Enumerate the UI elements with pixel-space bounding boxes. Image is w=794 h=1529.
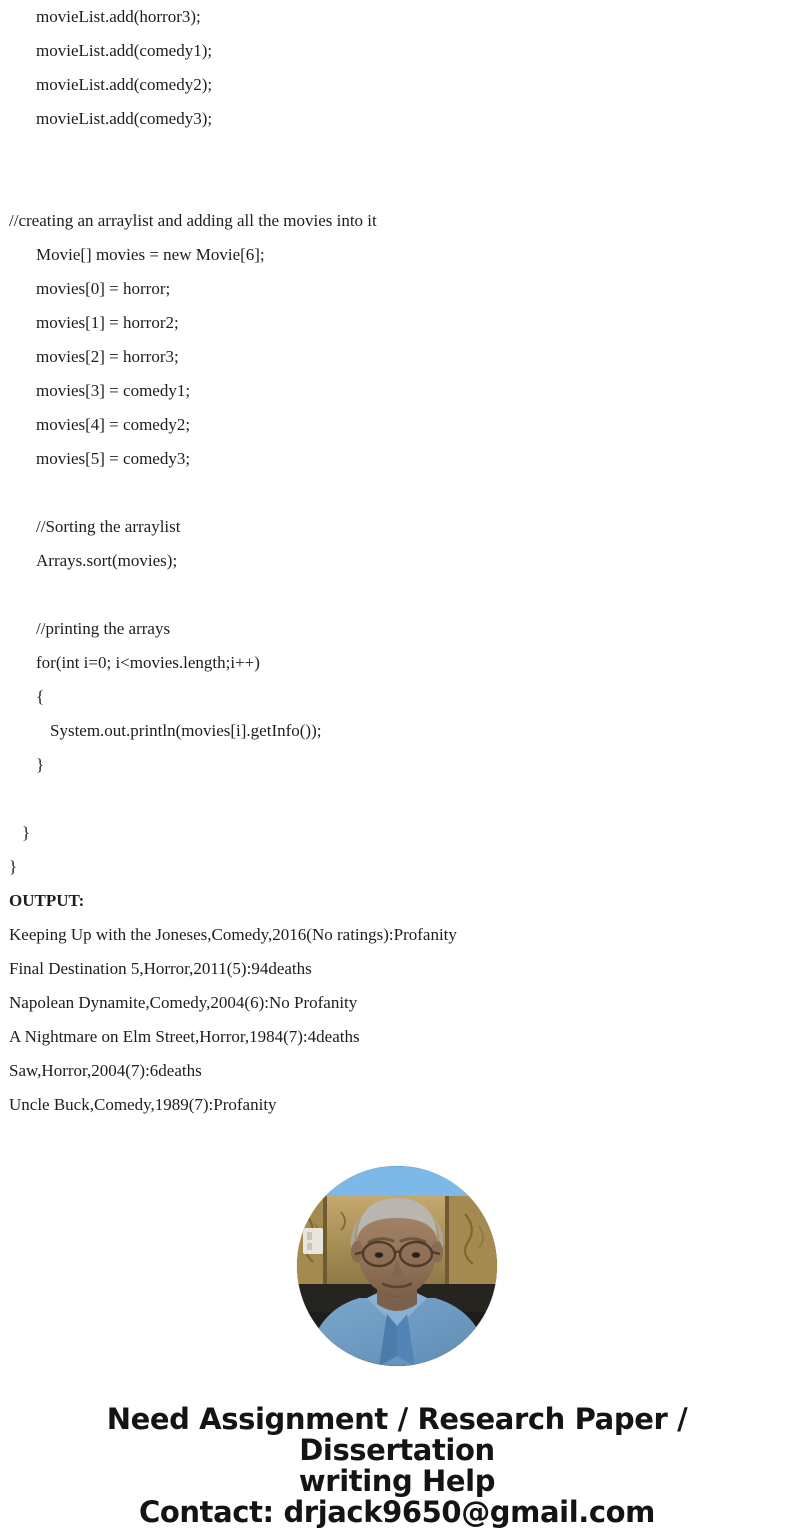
code-line: movieList.add(comedy3); (36, 109, 213, 128)
code-line: movieList.add(comedy2); (36, 75, 213, 94)
code-blank-line (0, 136, 794, 170)
code-blank-line (0, 170, 794, 204)
promo-footer (0, 1404, 794, 1528)
output-line: Keeping Up with the Joneses,Comedy,2016(No ratings):Profanity (9, 925, 457, 944)
avatar-container (0, 1166, 794, 1366)
code-line: { (36, 687, 45, 706)
code-line: movies[0] = horror; (36, 279, 171, 298)
code-line: movies[2] = horror3; (36, 347, 179, 366)
code-line: movieList.add(comedy1); (36, 41, 213, 60)
output-line: Napolean Dynamite,Comedy,2004(6):No Profanity (9, 993, 358, 1012)
code-blank-line (0, 578, 794, 612)
code-line: movies[3] = comedy1; (36, 381, 191, 400)
code-line: } (22, 823, 31, 842)
promo-line-3: Contact: drjack9650@gmail.com (139, 1495, 655, 1529)
promo-line-1: Need Assignment / Research Paper / Dissertation (106, 1402, 688, 1467)
code-blank-line (0, 782, 794, 816)
code-line: System.out.println(movies[i].getInfo()); (50, 721, 322, 740)
output-line: Final Destination 5,Horror,2011(5):94deaths (9, 959, 312, 978)
code-line: //creating an arraylist and adding all the movies into it (9, 211, 377, 230)
avatar (297, 1166, 497, 1366)
code-line: //printing the arrays (36, 619, 171, 638)
code-line: movies[5] = comedy3; (36, 449, 191, 468)
code-line: movies[4] = comedy2; (36, 415, 191, 434)
code-line: for(int i=0; i<movies.length;i++) (36, 653, 260, 672)
output-listing (0, 918, 794, 1122)
code-blank-line (0, 476, 794, 510)
code-line: movies[1] = horror2; (36, 313, 179, 332)
output-line: Saw,Horror,2004(7):6deaths (9, 1061, 202, 1080)
code-line: } (36, 755, 45, 774)
output-heading: OUTPUT: (9, 891, 85, 910)
code-line: //Sorting the arraylist (36, 517, 181, 536)
output-line: Uncle Buck,Comedy,1989(7):Profanity (9, 1095, 277, 1114)
code-line: Movie[] movies = new Movie[6]; (36, 245, 265, 264)
output-line: A Nightmare on Elm Street,Horror,1984(7):4deaths (9, 1027, 360, 1046)
code-line: Arrays.sort(movies); (36, 551, 178, 570)
code-line: } (9, 857, 18, 876)
promo-line-2: writing Help (298, 1464, 496, 1498)
code-line: movieList.add(horror3); (36, 7, 201, 26)
